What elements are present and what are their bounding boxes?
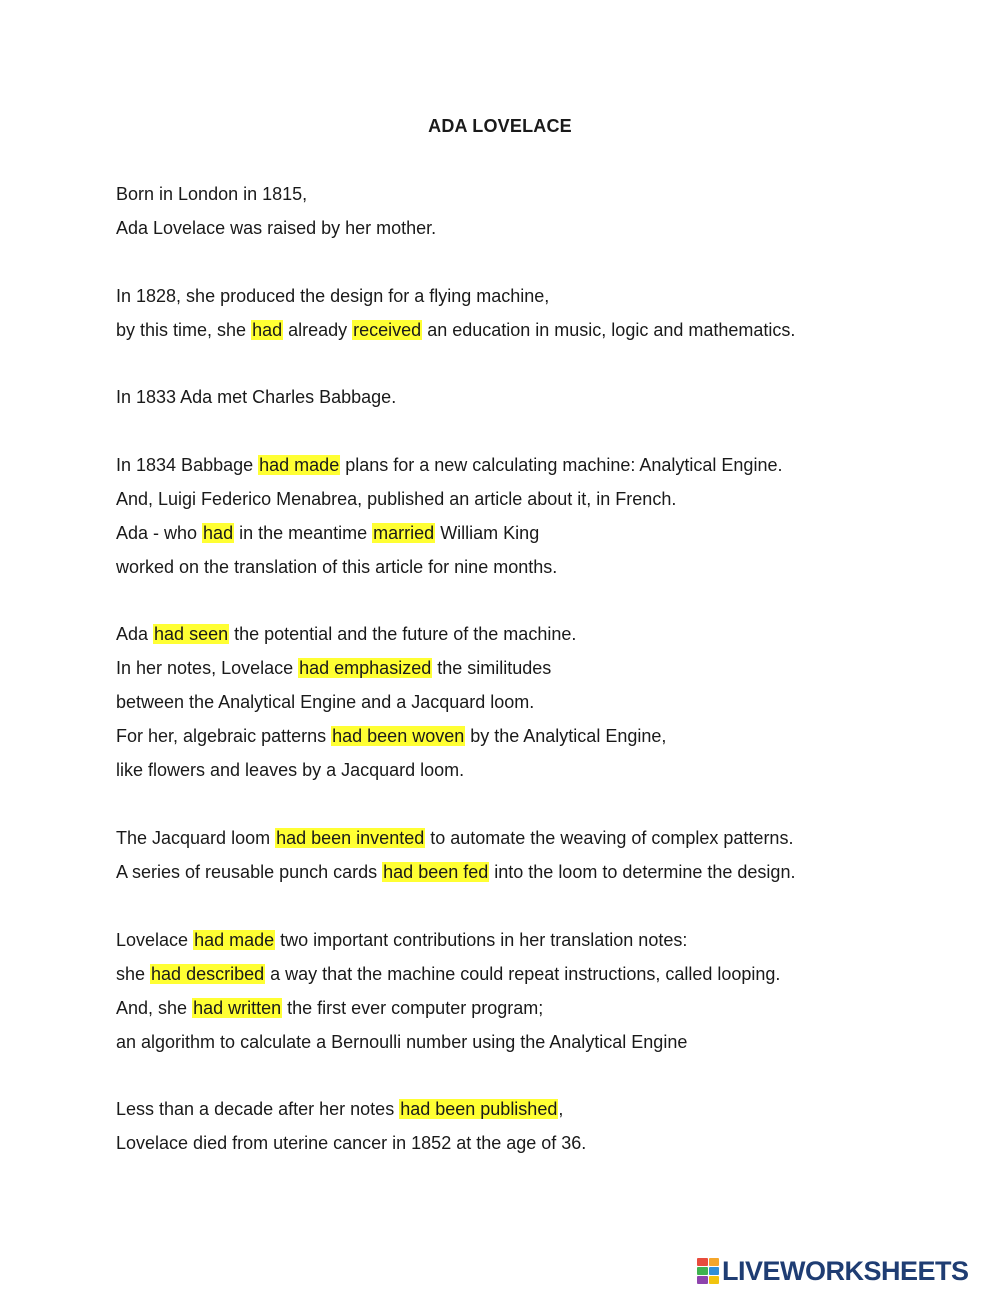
text-segment: two important contributions in her translation notes: <box>275 929 688 950</box>
text-segment: between the Analytical Engine and a Jacquard loom. <box>116 692 535 713</box>
highlighted-verb: married <box>373 522 435 543</box>
text-segment: the potential and the future of the machine. <box>229 624 577 645</box>
text-line <box>116 757 976 791</box>
logo-text: LIVEWORKSHEETS <box>722 1255 969 1286</box>
text-segment: the similitudes <box>432 658 552 679</box>
text-line <box>116 961 976 995</box>
logo-square <box>697 1276 708 1284</box>
text-line <box>116 181 976 215</box>
text-segment: plans for a new calculating machine: Analytical Engine. <box>340 454 783 475</box>
text-segment: by this time, she <box>116 319 252 340</box>
text-line <box>116 452 976 486</box>
paragraph <box>116 181 976 249</box>
highlighted-verb: had been woven <box>332 726 465 747</box>
text-segment: to automate the weaving of complex patterns. <box>425 827 794 848</box>
paragraph-gap <box>116 1063 976 1097</box>
text-line <box>116 927 976 961</box>
text-segment: , <box>558 1099 564 1120</box>
logo-square <box>697 1258 708 1266</box>
liveworksheets-logo-icon <box>697 1258 719 1284</box>
text-segment: Born in London in 1815, <box>116 184 308 204</box>
text-line <box>116 215 976 249</box>
highlighted-verb: had made <box>259 454 340 475</box>
text-line <box>116 520 976 554</box>
text-segment: into the loom to determine the design. <box>489 861 796 882</box>
text-line <box>116 689 976 723</box>
highlighted-verb: had seen <box>154 624 229 645</box>
paragraph <box>116 384 976 418</box>
paragraph-gap <box>116 893 976 927</box>
text-segment: The Jacquard loom <box>116 827 276 848</box>
paragraph-gap <box>116 791 976 825</box>
text-line <box>116 486 976 520</box>
highlighted-verb: had been published <box>400 1099 558 1120</box>
paragraph-gap <box>116 351 976 385</box>
text-line <box>116 384 976 418</box>
text-segment: Ada <box>116 624 154 645</box>
text-line <box>116 1029 976 1063</box>
text-segment: worked on the translation of this article for nine months. <box>116 556 558 577</box>
text-line <box>116 1130 976 1164</box>
paragraph <box>116 621 976 791</box>
logo-square <box>697 1267 708 1275</box>
text-segment: the first ever computer program; <box>282 997 544 1018</box>
text-segment: Lovelace <box>116 929 194 950</box>
text-segment: And, Luigi Federico Menabrea, published an article about it, in French. <box>116 488 677 509</box>
highlighted-verb: received <box>353 319 422 340</box>
text-segment: In 1828, she produced the design for a flying machine, <box>116 285 550 306</box>
text-line <box>116 825 976 859</box>
text-segment: In 1833 Ada met Charles Babbage. <box>116 387 397 408</box>
highlighted-verb: had <box>203 522 234 543</box>
paragraph <box>116 825 976 893</box>
text-line <box>116 1096 976 1130</box>
text-segment: Ada Lovelace was raised by her mother. <box>116 218 437 238</box>
text-segment: Less than a decade after her notes <box>116 1099 400 1120</box>
paragraph <box>116 452 976 588</box>
text-segment: In her notes, Lovelace <box>116 658 299 679</box>
text-segment: an algorithm to calculate a Bernoulli number using the Analytical Engine <box>116 1031 688 1052</box>
highlighted-verb: had been invented <box>276 827 425 848</box>
highlighted-verb: had emphasized <box>299 658 432 679</box>
text-line <box>116 859 976 893</box>
text-segment: Ada - who <box>116 522 203 543</box>
logo-square <box>709 1258 720 1266</box>
paragraph <box>116 927 976 1063</box>
highlighted-verb: had written <box>193 997 282 1018</box>
text-segment: For her, algebraic patterns <box>116 726 332 747</box>
text-line <box>116 317 976 351</box>
document-title: ADA LOVELACE <box>428 116 572 136</box>
text-line <box>116 995 976 1029</box>
text-line <box>116 283 976 317</box>
paragraph <box>116 283 976 351</box>
paragraph-gap <box>116 249 976 283</box>
text-segment: an education in music, logic and mathematics. <box>422 319 796 340</box>
highlighted-verb: had described <box>151 963 265 984</box>
text-segment: in the meantime <box>234 522 373 543</box>
logo-square <box>709 1276 720 1284</box>
text-line <box>116 554 976 588</box>
text-line <box>116 655 976 689</box>
paragraph-gap <box>116 588 976 622</box>
paragraph <box>116 1096 976 1164</box>
text-segment: In 1834 Babbage <box>116 454 259 475</box>
text-segment: Lovelace died from uterine cancer in 1852 at the age of 36. <box>116 1133 587 1154</box>
text-segment: a way that the machine could repeat instructions, called looping. <box>265 963 781 984</box>
text-segment: like flowers and leaves by a Jacquard loom. <box>116 760 465 781</box>
paragraph-gap <box>116 418 976 452</box>
text-segment: And, she <box>116 997 193 1018</box>
highlighted-verb: had been fed <box>383 861 489 882</box>
highlighted-verb: had <box>252 319 283 340</box>
logo-square <box>709 1267 720 1275</box>
liveworksheets-logo <box>697 1256 969 1286</box>
text-line <box>116 723 976 757</box>
text-segment: already <box>283 319 353 340</box>
text-segment: A series of reusable punch cards <box>116 861 383 882</box>
text-segment: she <box>116 963 151 984</box>
document-body <box>116 181 976 1164</box>
text-segment: by the Analytical Engine, <box>465 726 667 747</box>
text-segment: William King <box>435 522 540 543</box>
highlighted-verb: had made <box>194 929 275 950</box>
text-line <box>116 621 976 655</box>
